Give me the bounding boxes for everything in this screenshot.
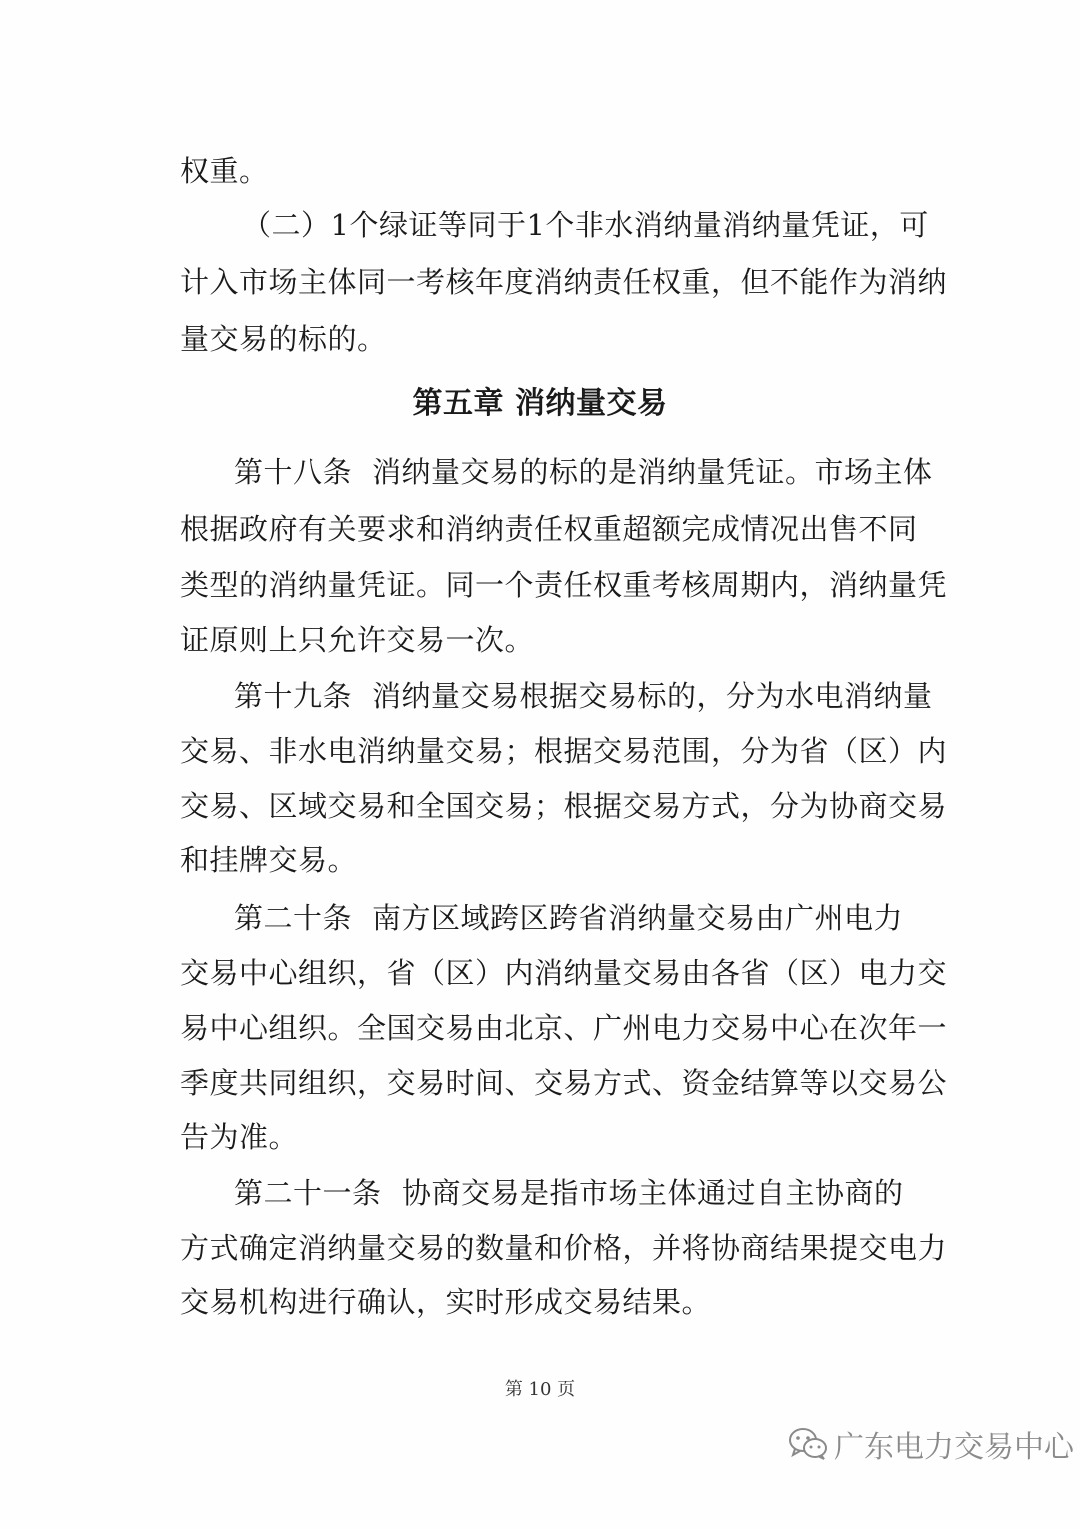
article-18-line: 第十八条 消纳量交易的标的是消纳量凭证。市场主体 — [0, 452, 1080, 492]
text-line: （二）1个绿证等同于1个非水消纳量消纳量凭证，可 — [242, 208, 929, 242]
page-number: 第 10 页 — [504, 1379, 576, 1400]
text-line: 权重。 — [180, 154, 269, 188]
text-line: 量交易的标的。 — [180, 322, 387, 356]
text-line: 计入市场主体同一考核年度消纳责任权重，但不能作为消纳 — [180, 265, 948, 299]
text-line: 交易、区域交易和全国交易；根据交易方式，分为协商交易 — [180, 789, 948, 823]
article-label: 第二十一条 — [234, 1176, 382, 1210]
text-line: 方式确定消纳量交易的数量和价格，并将协商结果提交电力 — [180, 1231, 948, 1265]
article-label: 第二十条 — [234, 901, 353, 935]
text-line: 季度共同组织，交易时间、交易方式、资金结算等以交易公 — [180, 1066, 948, 1100]
text-line: 证原则上只允许交易一次。 — [180, 623, 535, 657]
text-line: 和挂牌交易。 — [180, 843, 358, 877]
article-21-line: 第二十一条 协商交易是指市场主体通过自主协商的 — [0, 1173, 1080, 1213]
text-line: 告为准。 — [180, 1120, 299, 1154]
text-line: 易中心组织。全国交易由北京、广州电力交易中心在次年一 — [180, 1011, 948, 1045]
article-label: 第十九条 — [234, 679, 353, 713]
watermark-text: 广东电力交易中心 — [834, 1430, 1074, 1465]
article-19-line: 第十九条 消纳量交易根据交易标的，分为水电消纳量 — [0, 676, 1080, 716]
wechat-icon — [788, 1427, 828, 1461]
text-line: 交易、非水电消纳量交易；根据交易范围，分为省（区）内 — [180, 734, 948, 768]
watermark — [788, 1424, 1074, 1464]
text-line: 交易中心组织，省（区）内消纳量交易由各省（区）电力交 — [180, 956, 948, 990]
text-line: 根据政府有关要求和消纳责任权重超额完成情况出售不同 — [180, 512, 918, 546]
article-label: 第十八条 — [234, 455, 353, 489]
text-line: 交易机构进行确认，实时形成交易结果。 — [180, 1285, 712, 1319]
article-20-line: 第二十条 南方区域跨区跨省消纳量交易由广州电力 — [0, 898, 1080, 938]
text-line: 类型的消纳量凭证。同一个责任权重考核周期内，消纳量凭 — [180, 568, 948, 602]
chapter-heading: 第五章 消纳量交易 — [412, 386, 668, 421]
